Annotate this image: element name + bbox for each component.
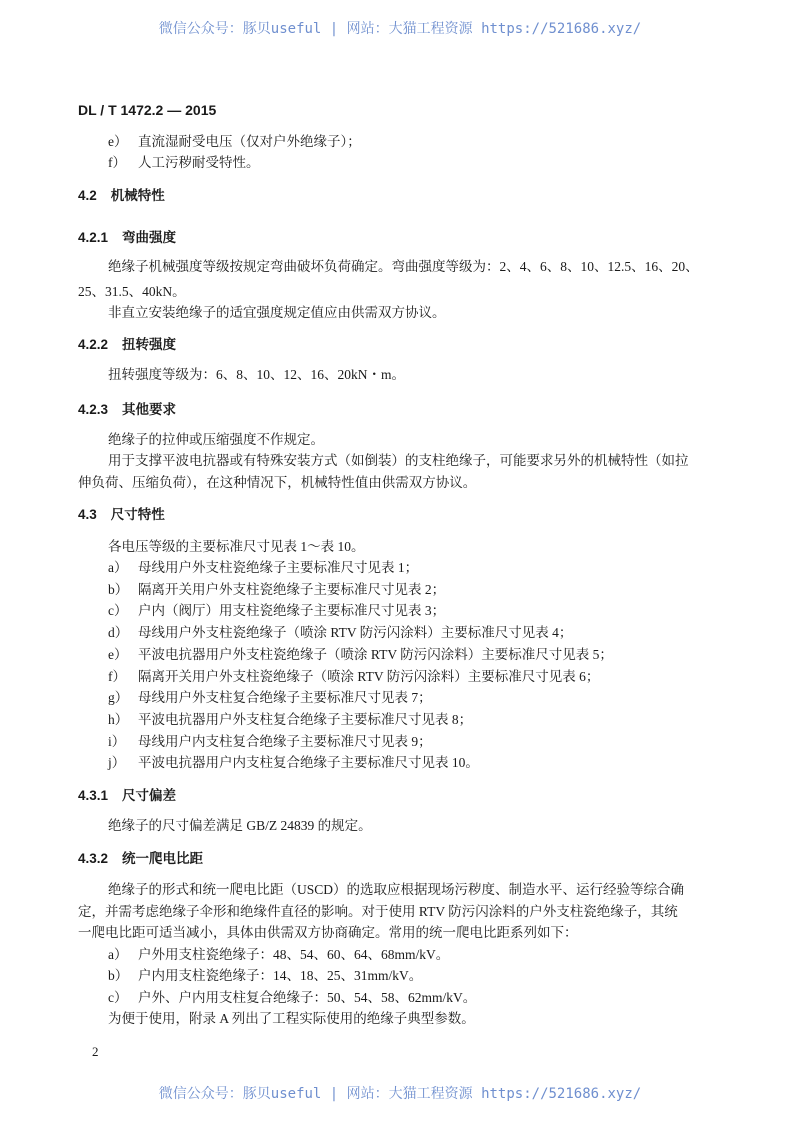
paragraph-line: 绝缘子机械强度等级按规定弯曲破坏负荷确定。弯曲强度等级为：2、4、6、8、10、12.5、16、20、 — [108, 259, 699, 274]
item-text: 平波电抗器用户外支柱复合绝缘子主要标准尺寸见表 8； — [138, 711, 473, 727]
list-item — [108, 624, 572, 642]
watermark-top: 微信公众号：豚贝useful | 网站：大猫工程资源 https://521686.xyz/ — [158, 21, 642, 37]
list-item — [108, 668, 599, 686]
list-item — [108, 967, 422, 985]
section-heading-4-3-1 — [78, 787, 176, 805]
item-label: b） — [108, 968, 129, 983]
item-label: j） — [108, 755, 126, 771]
paragraph-line: 伸负荷、压缩负荷），在这种情况下，机械特性值由供需双方协议。 — [78, 475, 477, 490]
section-title: 弯曲强度 — [122, 230, 177, 245]
item-label: g） — [108, 690, 129, 706]
item-label: i） — [108, 733, 126, 749]
section-title: 其他要求 — [122, 402, 177, 417]
list-item — [108, 646, 613, 664]
paragraph: 为便于使用，附录 A 列出了工程实际使用的绝缘子典型参数。 — [108, 1011, 475, 1026]
section-number: 4.2.3 — [78, 402, 109, 417]
paragraph: 绝缘子的尺寸偏差满足 GB/Z 24839 的规定。 — [108, 818, 372, 833]
list-item — [108, 989, 476, 1007]
item-label: c） — [108, 990, 128, 1005]
item-label: a） — [108, 947, 128, 962]
section-number: 4.2 — [78, 188, 97, 203]
section-heading-4-2 — [78, 187, 165, 205]
list-item — [108, 689, 432, 707]
item-text: 户内（阀厅）用支柱瓷绝缘子主要标准尺寸见表 3； — [138, 603, 446, 619]
paragraph-line: 25、31.5、40kN。 — [78, 284, 186, 299]
paragraph: 各电压等级的主要标准尺寸见表 1～表 10。 — [108, 539, 365, 554]
item-text: 户内用支柱瓷绝缘子：14、18、25、31mm/kV。 — [138, 968, 423, 983]
item-text: 户外用支柱瓷绝缘子：48、54、60、64、68mm/kV。 — [138, 947, 450, 962]
item-label: f） — [108, 668, 126, 684]
item-text: 隔离开关用户外支柱瓷绝缘子（喷涂 RTV 防污闪涂料）主要标准尺寸见表 6； — [138, 668, 600, 684]
list-item — [108, 602, 445, 620]
section-title: 机械特性 — [110, 188, 165, 203]
item-label: e） — [108, 646, 128, 662]
paragraph: 扭转强度等级为：6、8、10、12、16、20kN・m。 — [108, 367, 405, 382]
item-text: 母线用户外支柱复合绝缘子主要标准尺寸见表 7； — [138, 690, 432, 706]
item-label: h） — [108, 711, 129, 727]
section-number: 4.3.1 — [78, 788, 109, 803]
section-heading-4-3 — [78, 506, 165, 524]
section-title: 统一爬电比距 — [122, 851, 204, 866]
list-item — [108, 733, 432, 751]
list-item — [108, 154, 260, 172]
section-heading-4-2-1 — [78, 229, 176, 247]
item-text: 母线用户外支柱瓷绝缘子（喷涂 RTV 防污闪涂料）主要标准尺寸见表 4； — [138, 625, 573, 641]
page-number: 2 — [92, 1044, 99, 1059]
paragraph: 非直立安装绝缘子的适宜强度规定值应由供需双方协议。 — [108, 305, 446, 320]
list-item — [108, 711, 472, 729]
section-heading-4-2-2 — [78, 336, 176, 354]
section-number: 4.3 — [78, 507, 97, 522]
paragraph-line: 用于支撑平波电抗器或有特殊安装方式（如倒装）的支柱绝缘子，可能要求另外的机械特性（如拉 — [108, 453, 689, 468]
section-heading-4-2-3 — [78, 401, 176, 419]
item-text: 平波电抗器用户内支柱复合绝缘子主要标准尺寸见表 10。 — [138, 755, 479, 771]
item-text: 母线用户外支柱瓷绝缘子主要标准尺寸见表 1； — [138, 560, 419, 575]
item-label: b） — [108, 581, 129, 597]
list-item — [108, 946, 449, 964]
watermark-bottom: 微信公众号：豚贝useful | 网站：大猫工程资源 https://521686.xyz/ — [158, 1086, 642, 1102]
section-title: 尺寸特性 — [110, 507, 165, 522]
paragraph: 绝缘子的拉伸或压缩强度不作规定。 — [108, 432, 324, 447]
paragraph-line: 一爬电比距可适当减小，具体由供需双方协商确定。常用的统一爬电比距系列如下： — [78, 925, 578, 940]
item-text: 母线用户内支柱复合绝缘子主要标准尺寸见表 9； — [138, 733, 432, 749]
item-text: 直流湿耐受电压（仅对户外绝缘子）； — [138, 134, 361, 149]
list-item — [108, 559, 418, 577]
list-item — [108, 133, 361, 151]
item-label: a） — [108, 560, 128, 575]
paragraph-line: 定，并需考虑绝缘子伞形和绝缘件直径的影响。对于使用 RTV 防污闪涂料的户外支柱瓷绝缘子，其统 — [78, 904, 678, 919]
section-heading-4-3-2 — [78, 850, 203, 868]
section-title: 尺寸偏差 — [122, 788, 177, 803]
section-number: 4.3.2 — [78, 851, 109, 866]
item-label: e） — [108, 134, 128, 149]
item-text: 平波电抗器用户外支柱瓷绝缘子（喷涂 RTV 防污闪涂料）主要标准尺寸见表 5； — [138, 646, 613, 662]
section-title: 扭转强度 — [122, 337, 177, 352]
item-text: 人工污秽耐受特性。 — [138, 155, 260, 170]
list-item — [108, 581, 445, 599]
section-number: 4.2.1 — [78, 230, 109, 245]
item-label: c） — [108, 603, 128, 619]
list-item — [108, 754, 479, 772]
item-label: f） — [108, 155, 126, 170]
paragraph-line: 绝缘子的形式和统一爬电比距（USCD）的选取应根据现场污秽度、制造水平、运行经验等综合确 — [108, 882, 685, 897]
document-id: DL / T 1472.2 — 2015 — [78, 102, 217, 118]
section-number: 4.2.2 — [78, 337, 109, 352]
item-text: 户外、户内用支柱复合绝缘子：50、54、58、62mm/kV。 — [138, 990, 477, 1005]
item-label: d） — [108, 625, 129, 641]
item-text: 隔离开关用户外支柱瓷绝缘子主要标准尺寸见表 2； — [138, 581, 446, 597]
